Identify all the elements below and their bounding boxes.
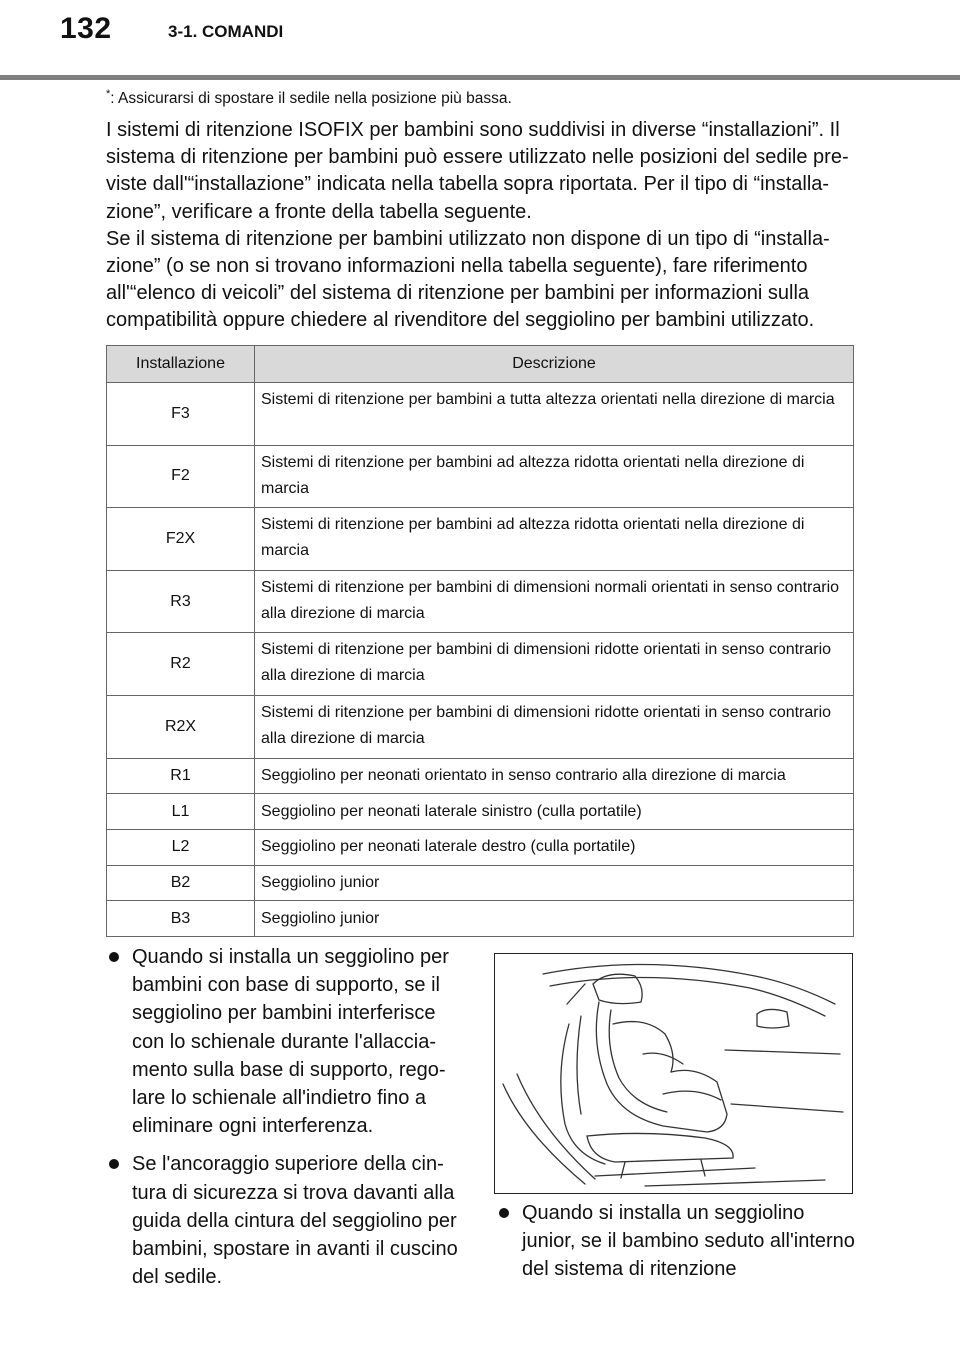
row-description: Seggiolino junior — [255, 865, 854, 901]
table-row — [107, 508, 854, 571]
row-code: F3 — [107, 383, 255, 446]
row-description: Seggiolino per neonati orientato in senso contrario alla direzione di marcia — [255, 758, 854, 794]
footnote-text: : Assicurarsi di spostare il sedile nella posizione più bassa. — [110, 90, 512, 107]
bullet-dot-icon — [109, 1159, 119, 1169]
row-code: R2 — [107, 633, 255, 696]
row-code: L1 — [107, 794, 255, 830]
bullet-dot-icon — [499, 1208, 509, 1218]
footnote — [106, 88, 512, 108]
row-code: B2 — [107, 865, 255, 901]
intro-paragraph-1: I sistemi di ritenzione ISOFIX per bambini sono suddivisi in diverse “installazioni”. Il sistema di ritenzione per bambini può essere utilizzato nelle posizioni del sedile pre-viste dall'“installazione” indicata nella tabella sopra riportata. Per il tipo di “installa-zione”, verificare a fronte della tabella seguente. — [106, 119, 849, 223]
installation-table — [106, 345, 854, 937]
section-title: 3-1. COMANDI — [168, 22, 284, 41]
row-description: Sistemi di ritenzione per bambini di dimensioni normali orientati in senso contrario alla direzione di marcia — [255, 570, 854, 633]
table-row — [107, 865, 854, 901]
row-description: Sistemi di ritenzione per bambini di dimensioni ridotte orientati in senso contrario alla direzione di marcia — [255, 633, 854, 696]
row-code: R2X — [107, 695, 255, 758]
row-code: B3 — [107, 901, 255, 937]
table-row — [107, 829, 854, 865]
bullet-text: Se l'ancoraggio superiore della cin-tura di sicurezza si trova davanti alla guida della cintura del seggiolino per bambini, spostare in avanti il cuscino del sedile. — [132, 1153, 458, 1289]
bullet-junior-seat — [496, 1199, 856, 1284]
row-description: Seggiolino junior — [255, 901, 854, 937]
bullet-support-base — [106, 943, 462, 1140]
bullet-text: Quando si installa un seggiolino per bambini con base di supporto, se il seggiolino per bambini interferisce con lo schienale durante l'allaccia-mento sulla base di supporto, rego-lare lo schienale all'indietro fino a eliminare ogni interferenza. — [132, 946, 449, 1138]
right-bullet-list — [496, 1199, 856, 1294]
row-code: L2 — [107, 829, 255, 865]
intro-text — [106, 117, 858, 335]
header-installazione: Installazione — [107, 346, 255, 383]
table-header-row — [107, 346, 854, 383]
row-description: Seggiolino per neonati laterale destro (culla portatile) — [255, 829, 854, 865]
row-description: Seggiolino per neonati laterale sinistro (culla portatile) — [255, 794, 854, 830]
row-code: R3 — [107, 570, 255, 633]
car-seat-drawing — [495, 954, 851, 1192]
table-row — [107, 570, 854, 633]
table-row — [107, 758, 854, 794]
table-row — [107, 901, 854, 937]
table-row — [107, 633, 854, 696]
footnote-marker: * — [106, 88, 111, 100]
bullet-upper-anchor — [106, 1150, 462, 1291]
left-bullet-list — [106, 943, 462, 1301]
row-description: Sistemi di ritenzione per bambini di dimensioni ridotte orientati in senso contrario alla direzione di marcia — [255, 695, 854, 758]
header-descrizione: Descrizione — [255, 346, 854, 383]
row-code: F2X — [107, 508, 255, 571]
row-code: F2 — [107, 445, 255, 508]
bullet-text: Quando si installa un seggiolino junior, se il bambino seduto all'interno del sistema di ritenzione — [522, 1202, 855, 1281]
row-description: Sistemi di ritenzione per bambini ad altezza ridotta orientati nella direzione di marcia — [255, 508, 854, 571]
table-row — [107, 794, 854, 830]
row-code: R1 — [107, 758, 255, 794]
bullet-dot-icon — [109, 952, 119, 962]
child-seat-illustration — [494, 953, 853, 1194]
page-number: 132 — [60, 12, 112, 45]
table-row — [107, 445, 854, 508]
header-rule — [0, 75, 960, 80]
row-description: Sistemi di ritenzione per bambini a tutta altezza orientati nella direzione di marcia — [255, 383, 854, 446]
table-row — [107, 383, 854, 446]
table-row — [107, 695, 854, 758]
intro-paragraph-2: Se il sistema di ritenzione per bambini utilizzato non dispone di un tipo di “installa-zione” (o se non si trovano informazioni nella tabella seguente), fare riferimento all'“elenco di veicoli” del sistema di ritenzione per bambini per informazioni sulla compatibilità oppure chiedere al rivenditore del seggiolino per bambini utilizzato. — [106, 227, 830, 332]
row-description: Sistemi di ritenzione per bambini ad altezza ridotta orientati nella direzione di marcia — [255, 445, 854, 508]
